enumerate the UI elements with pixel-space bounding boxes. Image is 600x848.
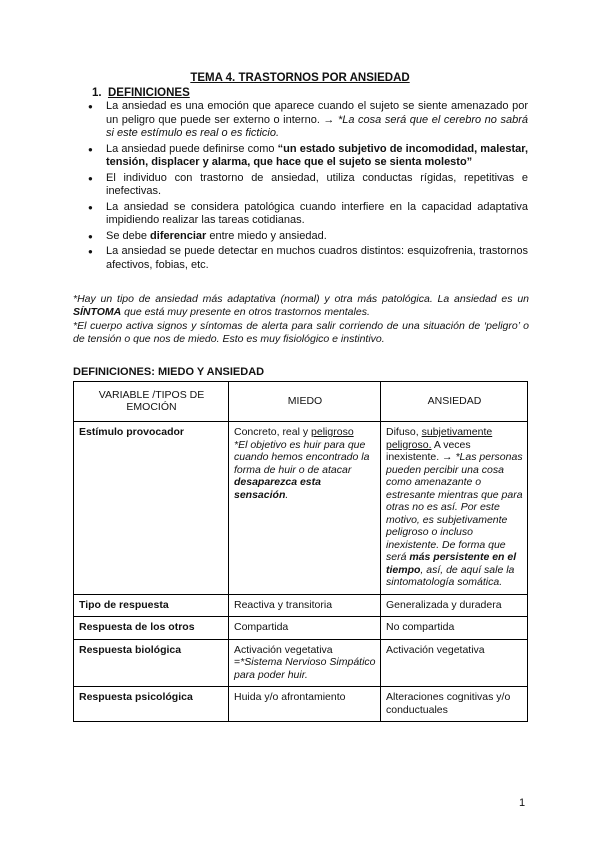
note-text: *Hay un tipo de ansiedad más adaptativa (normal) y otra más patológica. La ansiedad es un [73,293,529,305]
cell-ansiedad: Alteraciones cognitivas y/o conductuales [381,687,528,722]
section-heading-definiciones [92,87,190,99]
comparison-table [73,381,528,722]
table-row [74,687,528,722]
definitions-list [88,100,528,274]
cell-italic: *Las personas pueden percibir una cosa como amenazante o estresante mientras que para otras no es así. Por este motivo, es subjetivamente peligroso o incluso inexistente. De forma que será [386,451,523,563]
section-heading-miedo-ansiedad: DEFINICIONES: MIEDO Y ANSIEDAD [73,366,265,378]
bullet-text: La ansiedad es una emoción que aparece cuando el sujeto se siente amenazado por un peligro que puede ser externo o interno. → [106,100,528,126]
cell-text: Activación vegetativa = [234,643,333,668]
section-number: 1. [92,87,102,99]
list-item [88,172,528,199]
bullet-text: La ansiedad puede definirse como [106,142,278,155]
header-ansiedad: ANSIEDAD [381,382,528,422]
list-item [88,100,528,141]
note-1 [73,293,529,319]
bullet-text: entre miedo y ansiedad. [206,229,327,242]
note-bold: SÍNTOMA [73,306,122,318]
cell-miedo: Huida y/o afrontamiento [229,687,381,722]
cell-italic: *El objetivo es huir para que cuando hemos encontrado la forma de huir o de atacar [234,438,370,476]
list-item [88,201,528,228]
row-label: Estímulo provocador [74,422,229,595]
notes-block [73,293,529,347]
header-variable: VARIABLE /TIPOS DE EMOCIÓN [74,382,229,422]
bullet-text: Se debe [106,229,151,242]
table-row [74,639,528,687]
cell-text: Difuso, [386,426,422,438]
cell-bold-italic: más persistente en el tiempo [386,551,517,576]
note-text: que está muy presente en otros trastornos mentales. [121,306,370,318]
cell-underlined: subjetivamente peligroso. [386,426,493,451]
table-row [74,617,528,640]
cell-ansiedad: Generalizada y duradera [381,594,528,617]
cell-text: A veces inexistente. → [386,438,471,463]
note-2: *El cuerpo activa signos y síntomas de alerta para salir corriendo de una situación de ‘peligro’ o de tensión o que nos de miedo. Esto es muy fisiológico e instintivo. [73,320,529,345]
bullet-text: La ansiedad se puede detectar en muchos cuadros distintos: esquizofrenia, trastornos afectivos, fobias, etc. [106,245,528,271]
row-label: Respuesta de los otros [74,617,229,640]
cell-italic: . [285,488,289,501]
table-row [74,422,528,595]
bullet-text: La ansiedad se considera patológica cuando interfiere en la capacidad adaptativa impidiendo realizar las tareas cotidianas. [106,200,528,226]
list-item [88,245,528,272]
page-title: TEMA 4. TRASTORNOS POR ANSIEDAD [190,72,410,84]
cell-miedo: Reactiva y transitoria [229,594,381,617]
cell-italic: , así, de aquí sale la sintomatología somática. [386,563,515,588]
bullet-bold-quote: “un estado subjetivo de incomodidad, malestar, tensión, displacer y alarma, que hace que el sujeto se sienta molesto” [106,142,529,168]
cell-italic: *Sistema Nervioso Simpático para poder huir. [234,656,376,681]
list-item [88,143,528,170]
cell-miedo [229,422,381,595]
cell-ansiedad: No compartida [381,617,528,640]
bullet-italic-note: *La cosa será que el cerebro no sabrá si este estímulo es real o es ficticio. [106,113,528,139]
cell-miedo: Compartida [229,617,381,640]
cell-text: Concreto, real y [234,426,312,438]
cell-underlined: peligroso [311,426,354,438]
cell-miedo [229,639,381,687]
bullet-bold-word: diferenciar [150,229,207,242]
bullet-text: El individuo con trastorno de ansiedad, utiliza conductas rígidas, repetitivas e inefectivas. [106,171,528,197]
header-miedo: MIEDO [229,382,381,422]
table-header-row [74,382,528,422]
table-row [74,594,528,617]
row-label: Respuesta psicológica [74,687,229,722]
section-title: DEFINICIONES [107,87,190,99]
page-number: 1 [519,797,526,809]
row-label: Tipo de respuesta [74,594,229,617]
row-label: Respuesta biológica [74,639,229,687]
cell-ansiedad [381,422,528,595]
cell-bold-italic: desaparezca esta sensación [234,476,321,501]
list-item [88,230,528,244]
cell-ansiedad: Activación vegetativa [381,639,528,687]
